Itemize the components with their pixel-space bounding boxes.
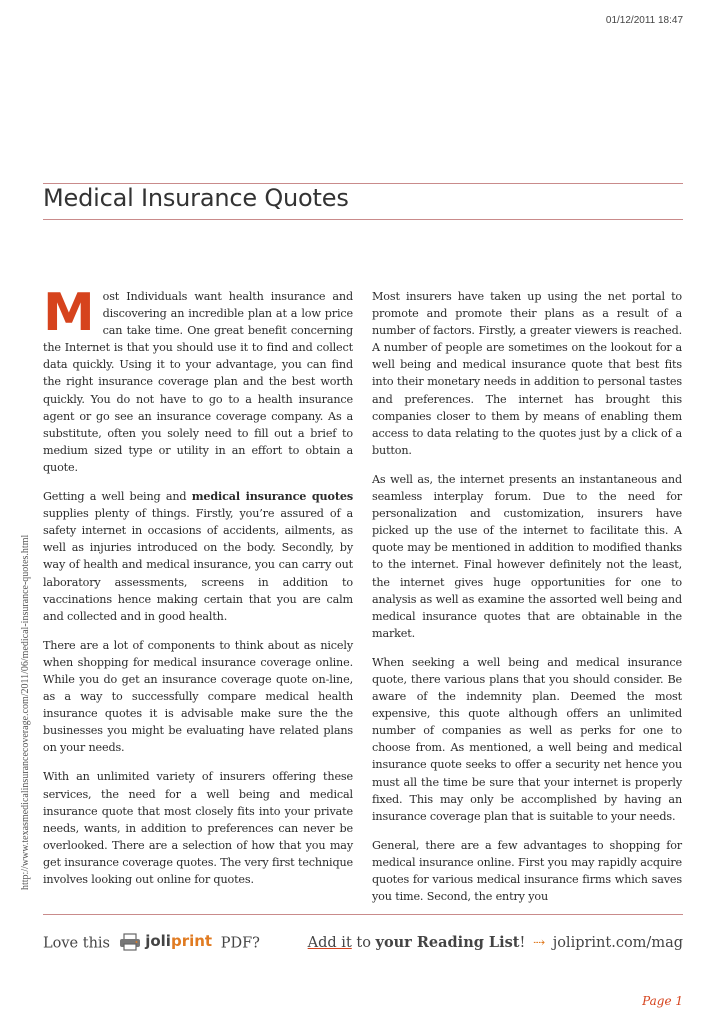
left-column [43, 283, 353, 900]
logo-joli: joli [145, 932, 171, 950]
paragraph-2 [43, 488, 353, 625]
paragraph-6: As well as, the internet presents an instantaneous and seamless interplay forum. Due to the need for personalization and customization, insurers have picked up the use of the internet to facilitate this. A quote may be mentioned in addition to modified thanks to the internet. Final however definitely not the least, the internet gives huge opportunities for one to analysis as well as examine the assorted well being and medical insurance quotes that are obtainable in the market. [372, 472, 682, 640]
drop-cap: M [43, 283, 95, 343]
paragraph-3: There are a lot of components to think about as nicely when shopping for medical insurance coverage online. While you do get an insurance coverage quote on-line, as a way to successfully compare medical health insurance quotes it is advisable make sure the the businesses you might be evaluating have related plans on your needs. [43, 638, 353, 755]
page-number: Page 1 [642, 994, 683, 1008]
logo-print: print [170, 932, 213, 950]
reading-list-link[interactable]: your Reading List [375, 934, 520, 951]
love-this-label: Love this [43, 935, 110, 952]
arrow-right-icon: ⇢ [532, 935, 546, 951]
keyword-link[interactable]: medical insurance quotes [191, 489, 353, 504]
joliprint-logo[interactable] [119, 932, 212, 951]
add-it-link[interactable]: Add it [307, 935, 352, 951]
printer-icon [119, 933, 141, 951]
paragraph-1-text: ost Individuals want health insurance and discovering an incredible plan at a low price can take time. One great benefit concerning the Internet is that you should use it to find and collect data quickly. Using it to your advantage, you can find the right insurance coverage plan and the best worth quickly. You do not have to go to a health insurance agent or go see an insurance coverage company. As a substitute, often you solely need to fill out a brief to medium sized type or utility in an effort to obtain a quote. [43, 290, 353, 474]
paragraph-2-text-start: Getting a well being and [43, 490, 192, 504]
paragraph-2-text-end: supplies plenty of things. Firstly, you’re assured of a safety internet in occasions of accidents, ailments, as well as injuries introduced on the body. Secondly, by way of health and medical insurance, you can carry out laboratory assessments, screens in addition to vaccinations hence making certain that you are calm and collected and in good health. [43, 507, 353, 623]
paragraph-8: General, there are a few advantages to shopping for medical insurance online. First you may rapidly acquire quotes for various medical insurance firms which saves you time. Second, the entry you [372, 838, 682, 904]
paragraph-4: With an unlimited variety of insurers offering these services, the need for a well being and medical insurance quote that most closely fits into your private needs, wants, in addition to preferences can never be overlooked. There are a selection of how that you may get insurance coverage quotes. The very first technique involves looking out online for quotes. [43, 770, 353, 886]
title-bottom-rule [43, 219, 683, 220]
source-url: http://www.texasmedicalinsurancecoverage.com/2011/06/medical-insurance-quotes.html [20, 534, 31, 890]
footer [43, 928, 683, 958]
right-column [372, 288, 682, 917]
paragraph-1 [43, 283, 353, 476]
pdf-label: PDF? [220, 935, 260, 952]
to-label: to [356, 935, 371, 951]
timestamp: 01/12/2011 18:47 [605, 15, 683, 26]
footer-rule [43, 914, 683, 915]
paragraph-7: When seeking a well being and medical insurance quote, there various plans that you should consider. Be aware of the indemnity plan. Deemed the most expensive, this quote although offers an unlimited number of companies as well as perks for one to choose from. As mentioned, a well being and medical insurance quote seeks to offer a security net hence you must all the time be sure that your internet is properly fixed. This may only be accomplished by having an insurance coverage plan that is suitable to your needs. [372, 655, 682, 823]
site-link[interactable]: joliprint.com/mag [552, 935, 683, 951]
footer-promo [43, 934, 260, 953]
footer-reading-list [308, 934, 683, 951]
paragraph-5: Most insurers have taken up using the net portal to promote and promote their plans as a result of a number of factors. Firstly, a greater viewers is reached. A number of people are sometimes on the lookout for a well being and medical insurance quote that best fits into their monetary needs in addition to personal tastes and preferences. The internet has brought this companies closer to them by means of enabling them access to data relating to the quotes just by a click of a button. [372, 290, 682, 457]
exclaim-label: ! [519, 935, 526, 951]
page-title: Medical Insurance Quotes [43, 184, 349, 212]
